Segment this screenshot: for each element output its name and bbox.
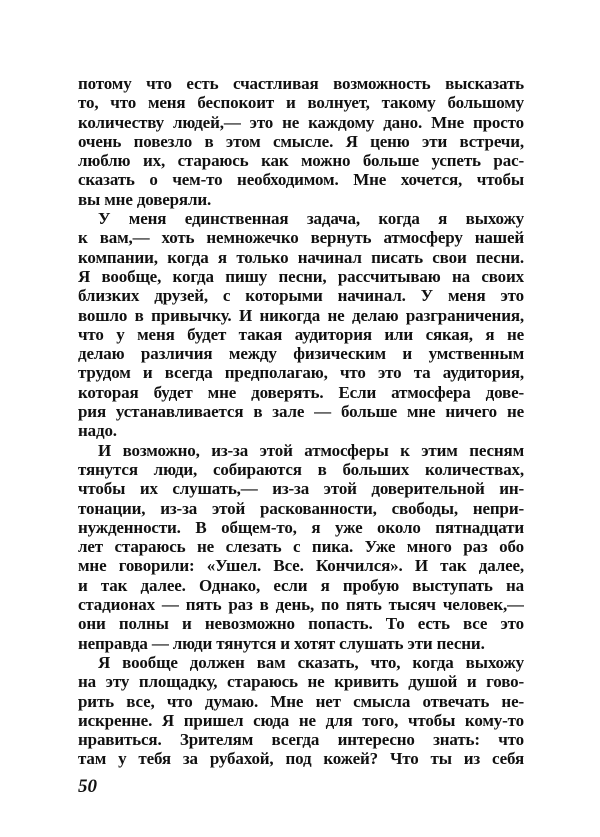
text-line: неправда — люди тянутся и хотят слушать эти песни. bbox=[78, 633, 485, 653]
text-line: делаю различия между физическим и умственным bbox=[78, 344, 524, 364]
text-line: что у меня будет такая аудитория или сякая, я не bbox=[78, 324, 524, 344]
text-line: люблю их, стараюсь как можно больше успеть рас- bbox=[78, 151, 524, 171]
text-line: очень повезло в этом смысле. Я ценю эти встречи, bbox=[78, 131, 524, 151]
text-line: мне говорили: «Ушел. Все. Кончился». И так далее, bbox=[78, 556, 524, 576]
text-line: тонации, из-за этой раскованности, свободы, непри- bbox=[78, 498, 524, 518]
text-line: нравиться. Зрителям всегда интересно знать: что bbox=[78, 730, 524, 750]
text-line: тянутся люди, собираются в больших количествах, bbox=[78, 459, 524, 479]
text-line: компании, когда я только начинал писать свои песни. bbox=[78, 247, 524, 267]
text-line: чтобы их слушать,— из-за этой доверительной ин- bbox=[78, 479, 524, 499]
text-line: на эту площадку, стараюсь не кривить душой и гово- bbox=[78, 672, 524, 692]
text-line: И возможно, из-за этой атмосферы к этим песням bbox=[98, 440, 524, 460]
paragraph bbox=[78, 209, 524, 441]
text-line: рить все, что думаю. Мне нет смысла отвечать не- bbox=[78, 691, 524, 711]
text-line: лет стараюсь не слезать с пика. Уже много раз обо bbox=[78, 537, 524, 557]
text-line: Я вообще должен вам сказать, что, когда выхожу bbox=[98, 652, 524, 672]
text-line: близких друзей, с которыми начинал. У меня это bbox=[78, 286, 524, 306]
text-line: сказать о чем-то необходимом. Мне хочется, чтобы bbox=[78, 170, 524, 190]
text-line: потому что есть счастливая возможность высказать bbox=[78, 74, 524, 93]
text-line: то, что меня беспокоит и волнует, такому большому bbox=[78, 93, 524, 113]
text-line: вы мне доверяли. bbox=[78, 189, 212, 209]
paragraph bbox=[78, 441, 524, 653]
page-body-text bbox=[78, 74, 524, 769]
text-line: вошло в привычку. И никогда не делаю разграничения, bbox=[78, 305, 524, 325]
text-line: к вам,— хоть немножечко вернуть атмосферу нашей bbox=[78, 228, 524, 248]
text-line: нужденности. В общем-то, я уже около пятнадцати bbox=[78, 517, 524, 537]
text-line: они полны и невозможно попасть. То есть все это bbox=[78, 614, 524, 634]
text-line: Я вообще, когда пишу песни, рассчитываю на своих bbox=[78, 266, 524, 286]
text-line: надо. bbox=[78, 421, 117, 441]
page-number: 50 bbox=[78, 776, 97, 797]
text-line: искренне. Я пришел сюда не для того, чтобы кому-то bbox=[78, 710, 524, 730]
paragraph bbox=[78, 74, 524, 209]
text-line: рия устанавливается в зале — больше мне ничего не bbox=[78, 402, 524, 422]
text-line: стадионах — пять раз в день, по пять тысяч человек,— bbox=[78, 595, 524, 615]
paragraph bbox=[78, 653, 524, 769]
text-line: которая будет мне доверять. Если атмосфера дове- bbox=[78, 382, 524, 402]
text-line: и так далее. Однако, если я пробую выступать на bbox=[78, 575, 524, 595]
text-line: количеству людей,— это не каждому дано. Мне просто bbox=[78, 112, 524, 132]
text-line: У меня единственная задача, когда я выхожу bbox=[98, 209, 524, 229]
text-line: там у тебя за рубахой, под кожей? Что ты из себя bbox=[78, 749, 524, 769]
text-line: трудом и всегда предполагаю, что это та аудитория, bbox=[78, 363, 524, 383]
